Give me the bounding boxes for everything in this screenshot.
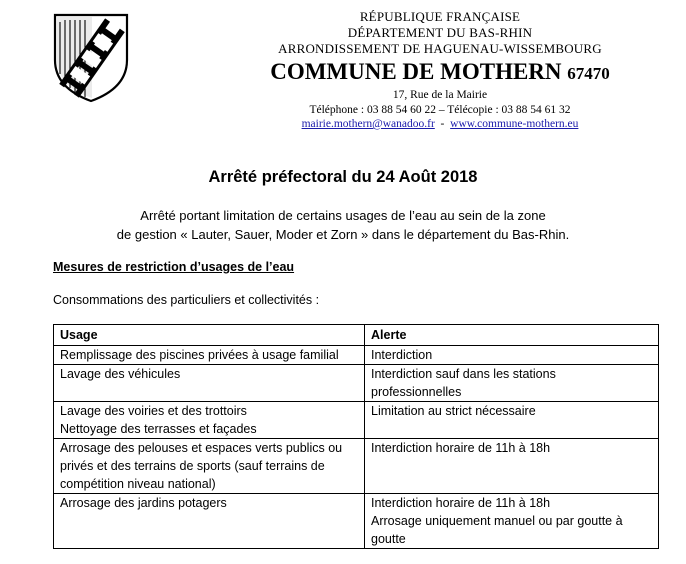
table-row [54,346,659,365]
usage-text: Arrosage des jardins potagers [60,496,227,510]
commune-title: COMMUNE DE MOTHERN [270,59,562,84]
alert-text: goutte [371,532,406,546]
alert-cell [365,402,659,439]
subtitle-line-1: Arrêté portant limitation de certains usages de l’eau au sein de la zone [140,208,546,223]
document-title: Arrêté préfectoral du 24 Août 2018 [208,168,478,186]
usage-cell [54,346,365,365]
arrondissement-line: ARRONDISSEMENT DE HAGUENAU-WISSEMBOURG [278,41,602,56]
commune-coat-of-arms [52,12,130,104]
phone-fax-line: Téléphone : 03 88 54 60 22 – Télécopie : 03 88 54 61 32 [309,103,571,116]
subtitle-line-2: de gestion « Lauter, Sauer, Moder et Zorn » dans le département du Bas-Rhin. [116,227,570,242]
usage-text: Arrosage des pelouses et espaces verts publics ou [60,441,343,455]
alert-text: Interdiction sauf dans les stations [371,367,556,381]
intro-text: Consommations des particuliers et collectivités : [53,293,320,307]
commune-name [230,58,650,88]
alert-cell [365,439,659,494]
letterhead [230,9,650,132]
table-row [54,402,659,439]
section-heading: Mesures de restriction d’usages de l’eau [53,260,295,274]
header-usage: Usage [54,325,365,346]
document-subtitle [0,206,686,244]
table-row [54,439,659,494]
table-row [54,494,659,549]
email-link[interactable]: mairie.mothern@wanadoo.fr [301,118,435,130]
usage-cell [54,402,365,439]
alert-text: Interdiction [371,348,433,362]
usage-text: Nettoyage des terrasses et façades [60,422,257,436]
table-header-row [54,325,659,346]
alert-text: professionnelles [371,385,462,399]
restrictions-table [53,324,659,549]
website-link[interactable]: www.commune-mothern.eu [450,118,579,130]
table-row [54,365,659,402]
usage-text: Lavage des voiries et des trottoirs [60,404,247,418]
contact-links [230,117,650,132]
alert-cell [365,365,659,402]
postal-code: 67470 [567,64,610,83]
alert-cell [365,494,659,549]
republic-line: RÉPUBLIQUE FRANÇAISE [359,9,521,24]
usage-text: Remplissage des piscines privées à usage familial [60,348,339,362]
usage-text: Lavage des véhicules [60,367,181,381]
header-alert: Alerte [365,325,659,346]
usage-cell [54,365,365,402]
usage-cell [54,494,365,549]
alert-text: Interdiction horaire de 11h à 18h [371,441,551,455]
usage-cell [54,439,365,494]
link-separator: - [440,118,445,130]
address-line: 17, Rue de la Mairie [392,89,488,101]
alert-cell [365,346,659,365]
department-line: DÉPARTEMENT DU BAS-RHIN [347,25,533,40]
alert-text: Interdiction horaire de 11h à 18h [371,496,551,510]
usage-text: privés et des terrains de sports (sauf terrains de [60,459,325,473]
alert-text: Limitation au strict nécessaire [371,404,536,418]
alert-text: Arrosage uniquement manuel ou par goutte à [371,514,623,528]
usage-text: compétition niveau national) [60,477,216,491]
